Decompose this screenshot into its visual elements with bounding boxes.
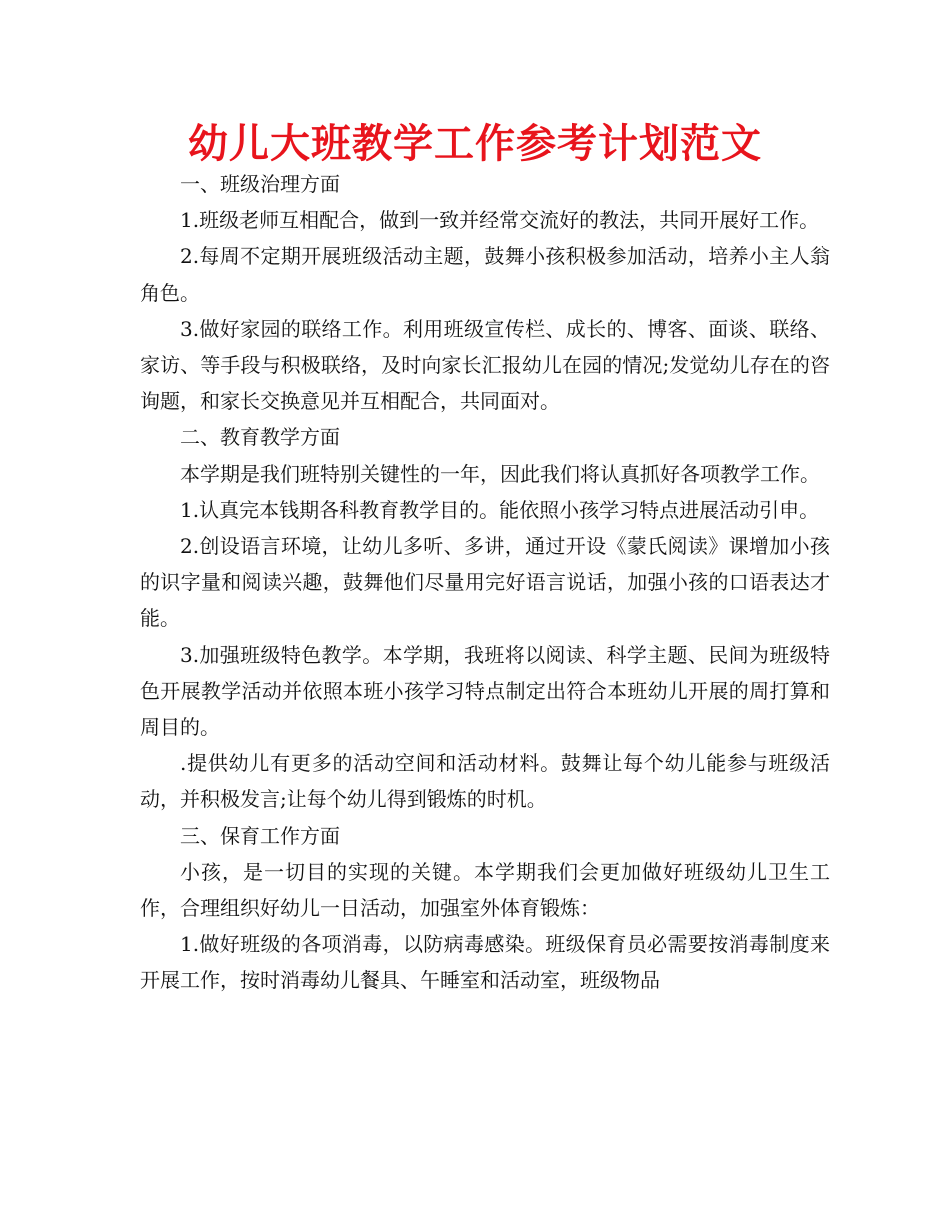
document-title: 幼儿大班教学工作参考计划范文 xyxy=(188,121,762,167)
paragraph: .提供幼儿有更多的活动空间和活动材料。鼓舞让每个幼儿能参与班级活动，并积极发言;让每个幼儿得到锻炼的时机。 xyxy=(140,751,830,812)
paragraph: 1.认真完本钱期各科教育教学目的。能依照小孩学习特点进展活动引申。 xyxy=(180,497,820,522)
document-body xyxy=(140,166,830,999)
paragraph: 本学期是我们班特别关键性的一年，因此我们将认真抓好各项教学工作。 xyxy=(180,461,820,486)
paragraph: 小孩，是一切目的实现的关键。本学期我们会更加做好班级幼儿卫生工作，合理组织好幼儿一日活动，加强室外体育锻炼： xyxy=(140,859,830,921)
paragraph: 1.做好班级的各项消毒，以防病毒感染。班级保育员必需要按消毒制度来开展工作，按时消毒幼儿餐具、午睡室和活动室，班级物品 xyxy=(140,932,830,993)
section-heading: 一、班级治理方面 xyxy=(180,172,340,196)
paragraph: 2.创设语言环境，让幼儿多听、多讲，通过开设《蒙氏阅读》课增加小孩的识字量和阅读兴趣，鼓舞他们尽量用完好语言说话，加强小孩的口语表达才能。 xyxy=(140,534,830,631)
paragraph: 3.加强班级特色教学。本学期，我班将以阅读、科学主题、民间为班级特色开展教学活动并依照本班小孩学习特点制定出符合本班幼儿开展的周打算和周目的。 xyxy=(140,642,830,740)
paragraph: 2.每周不定期开展班级活动主题，鼓舞小孩积极参加活动，培养小主人翁角色。 xyxy=(140,244,830,305)
paragraph: 3.做好家园的联络工作。利用班级宣传栏、成长的、博客、面谈、联络、家访、等手段与积极联络，及时向家长汇报幼儿在园的情况;发觉幼儿存在的咨询题，和家长交换意见并互相配合，共同面对。 xyxy=(140,316,830,414)
section-heading: 三、保育工作方面 xyxy=(180,823,340,848)
section-heading: 二、教育教学方面 xyxy=(180,425,340,450)
paragraph: 1.班级老师互相配合，做到一致并经常交流好的教法，共同开展好工作。 xyxy=(180,208,820,233)
